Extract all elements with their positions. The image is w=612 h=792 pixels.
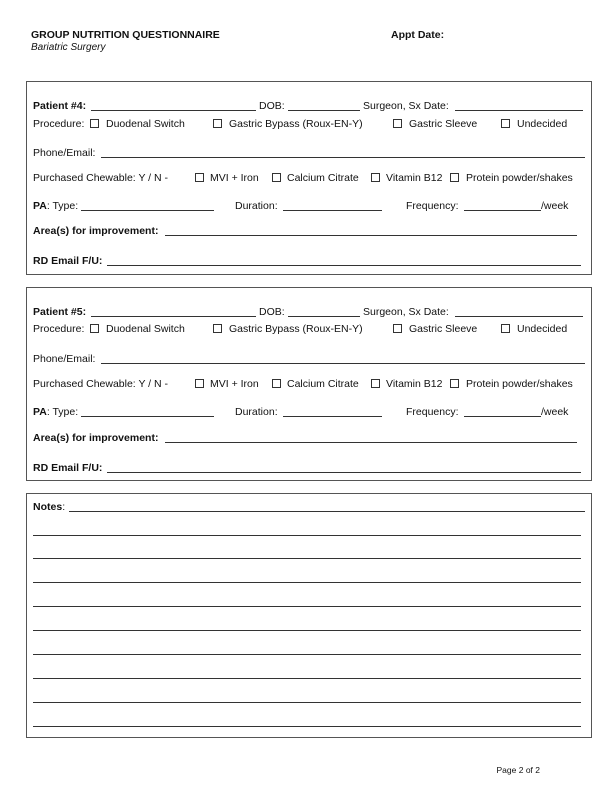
duodenal-switch-checkbox[interactable] — [90, 324, 99, 333]
rd-email-field[interactable] — [107, 472, 581, 473]
duodenal-switch-label: Duodenal Switch — [106, 323, 185, 335]
patient-5-phone-field[interactable] — [101, 363, 585, 364]
notes-line[interactable] — [33, 678, 581, 679]
notes-label: Notes: — [33, 501, 66, 513]
vitamin-b12-checkbox[interactable] — [371, 379, 380, 388]
improvement-field[interactable] — [165, 235, 577, 236]
patient-4-phone-field[interactable] — [101, 157, 585, 158]
notes-line[interactable] — [33, 726, 581, 727]
per-week-label: /week — [541, 200, 569, 212]
form-title: GROUP NUTRITION QUESTIONNAIRE — [31, 29, 220, 41]
gastric-bypass-checkbox[interactable] — [213, 324, 222, 333]
chewable-label: Purchased Chewable: Y / N - — [33, 172, 169, 184]
notes-line[interactable] — [33, 702, 581, 703]
pa-type-field[interactable] — [81, 416, 214, 417]
undecided-label: Undecided — [517, 118, 568, 130]
chewable-label: Purchased Chewable: Y / N - — [33, 378, 169, 390]
undecided-label: Undecided — [517, 323, 568, 335]
patient-4-name-field[interactable] — [91, 110, 256, 111]
form-subtitle: Bariatric Surgery — [31, 42, 106, 53]
pa-type-field[interactable] — [81, 210, 214, 211]
vitamin-b12-checkbox[interactable] — [371, 173, 380, 182]
notes-line[interactable] — [33, 630, 581, 631]
phone-email-label: Phone/Email: — [33, 353, 96, 365]
patient-5-section — [26, 287, 592, 481]
vitamin-b12-label: Vitamin B12 — [386, 172, 443, 184]
frequency-label: Frequency: — [406, 406, 459, 418]
undecided-checkbox[interactable] — [501, 324, 510, 333]
dob-label: DOB: — [259, 100, 285, 112]
calcium-citrate-label: Calcium Citrate — [287, 378, 359, 390]
gastric-bypass-label: Gastric Bypass (Roux-EN-Y) — [229, 118, 363, 130]
gastric-sleeve-checkbox[interactable] — [393, 119, 402, 128]
duodenal-switch-checkbox[interactable] — [90, 119, 99, 128]
pa-type-label: PA: Type: — [33, 406, 79, 418]
frequency-field[interactable] — [464, 416, 541, 417]
mvi-iron-checkbox[interactable] — [195, 379, 204, 388]
dob-label: DOB: — [259, 306, 285, 318]
patient-4-dob-field[interactable] — [288, 110, 360, 111]
notes-line[interactable] — [33, 606, 581, 607]
protein-label: Protein powder/shakes — [466, 378, 573, 390]
protein-label: Protein powder/shakes — [466, 172, 573, 184]
procedure-label: Procedure: — [33, 323, 85, 335]
rd-email-field[interactable] — [107, 265, 581, 266]
calcium-citrate-checkbox[interactable] — [272, 173, 281, 182]
patient-4-surgeon-field[interactable] — [455, 110, 583, 111]
mvi-iron-label: MVI + Iron — [210, 378, 259, 390]
calcium-citrate-label: Calcium Citrate — [287, 172, 359, 184]
duodenal-switch-label: Duodenal Switch — [106, 118, 185, 130]
gastric-sleeve-label: Gastric Sleeve — [409, 323, 478, 335]
patient-5-label: Patient #5: — [33, 306, 87, 318]
gastric-bypass-checkbox[interactable] — [213, 119, 222, 128]
protein-checkbox[interactable] — [450, 173, 459, 182]
patient-4-section — [26, 81, 592, 275]
improvement-label: Area(s) for improvement: — [33, 225, 159, 237]
gastric-sleeve-label: Gastric Sleeve — [409, 118, 478, 130]
procedure-label: Procedure: — [33, 118, 85, 130]
patient-5-name-field[interactable] — [91, 316, 256, 317]
phone-email-label: Phone/Email: — [33, 147, 96, 159]
mvi-iron-checkbox[interactable] — [195, 173, 204, 182]
protein-checkbox[interactable] — [450, 379, 459, 388]
duration-label: Duration: — [235, 200, 278, 212]
vitamin-b12-label: Vitamin B12 — [386, 378, 443, 390]
gastric-bypass-label: Gastric Bypass (Roux-EN-Y) — [229, 323, 363, 335]
page-number: Page 2 of 2 — [496, 765, 540, 775]
notes-line[interactable] — [33, 654, 581, 655]
notes-line[interactable] — [33, 558, 581, 559]
per-week-label: /week — [541, 406, 569, 418]
undecided-checkbox[interactable] — [501, 119, 510, 128]
rd-email-label: RD Email F/U: — [33, 255, 103, 267]
improvement-field[interactable] — [165, 442, 577, 443]
appt-date-label: Appt Date: — [391, 29, 445, 41]
surgeon-label: Surgeon, Sx Date: — [363, 100, 449, 112]
rd-email-label: RD Email F/U: — [33, 462, 103, 474]
duration-field[interactable] — [283, 416, 382, 417]
patient-5-surgeon-field[interactable] — [455, 316, 583, 317]
frequency-field[interactable] — [464, 210, 541, 211]
patient-5-dob-field[interactable] — [288, 316, 360, 317]
notes-line[interactable] — [33, 535, 581, 536]
duration-field[interactable] — [283, 210, 382, 211]
surgeon-label: Surgeon, Sx Date: — [363, 306, 449, 318]
improvement-label: Area(s) for improvement: — [33, 432, 159, 444]
patient-4-label: Patient #4: — [33, 100, 87, 112]
mvi-iron-label: MVI + Iron — [210, 172, 259, 184]
notes-line[interactable] — [33, 582, 581, 583]
gastric-sleeve-checkbox[interactable] — [393, 324, 402, 333]
frequency-label: Frequency: — [406, 200, 459, 212]
calcium-citrate-checkbox[interactable] — [272, 379, 281, 388]
notes-section — [26, 493, 592, 738]
duration-label: Duration: — [235, 406, 278, 418]
notes-line[interactable] — [69, 511, 585, 512]
pa-type-label: PA: Type: — [33, 200, 79, 212]
